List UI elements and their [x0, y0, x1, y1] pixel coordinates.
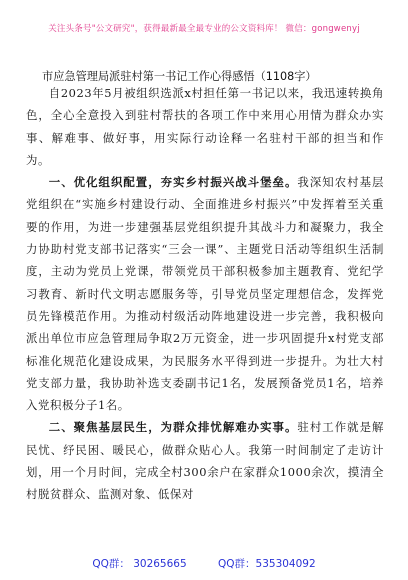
paragraph-text: 驻村工作就是解民忧、纾民困、暖民心，做群众贴心人。我第一时间制定了走访计划，用一个月时间，完成全村300余户在家群众1000余次，摸清全村脱贫群众、监测对象、低保对: [26, 420, 384, 502]
footer-contact: [0, 556, 408, 571]
section-heading: 二、聚焦基层民生，为群众排忧解难办实事。: [48, 420, 298, 435]
top-banner: 关注头条号"公文研究"，获得最新最全最专业的公文资料库！ 微信：gongwenyj: [48, 24, 360, 34]
qq-group-1: QQ群： 30265665: [92, 558, 187, 570]
paragraph-intro: [26, 82, 384, 171]
paragraph-text: 自2023年5月被组织选派x村担任第一书记以来，我迅速转换角色，全心全意投入到驻村帮扶的各项工作中来用心用情为群众办实事、解难事、做好事，用实际行动诠释一名驻村干部的担当和作为。: [26, 86, 384, 167]
paragraph-section-2: [26, 416, 384, 505]
paragraph-section-1: [26, 171, 384, 416]
document-body: [26, 82, 384, 506]
document-title: 市应急管理局派驻村第一书记工作心得感悟（1108字）: [42, 70, 317, 83]
qq-group-2: QQ群：535304092: [218, 558, 316, 570]
paragraph-text: 我深知农村基层党组织在“实施乡村建设行动、全面推进乡村振兴”中发挥着至关重要的作用，为进一步建强基层党组织提升其战斗力和凝聚力，我全力协助村党支部书记落实“三会一课”、主题党日活动等组织生活制度，主动为党员上党课，带领党员干部积极参加主题教育、党纪学习教育、新时代文明志愿服务等，引导党员坚定理想信念，发挥党员先锋模范作用。为推动村级活动阵地建设进一步完善，我积极向派出单位市应急管理局争取2万元资金，进一步巩固提升x村党支部标准化规范化建设成果，为民服务水平得到进一步提升。为壮大村党支部力量，我协助补选支委副书记1名，发展预备党员1名，培养入党积极分子1名。: [26, 175, 384, 413]
section-heading: 一、优化组织配置，夯实乡村振兴战斗堡垒。: [48, 175, 298, 190]
